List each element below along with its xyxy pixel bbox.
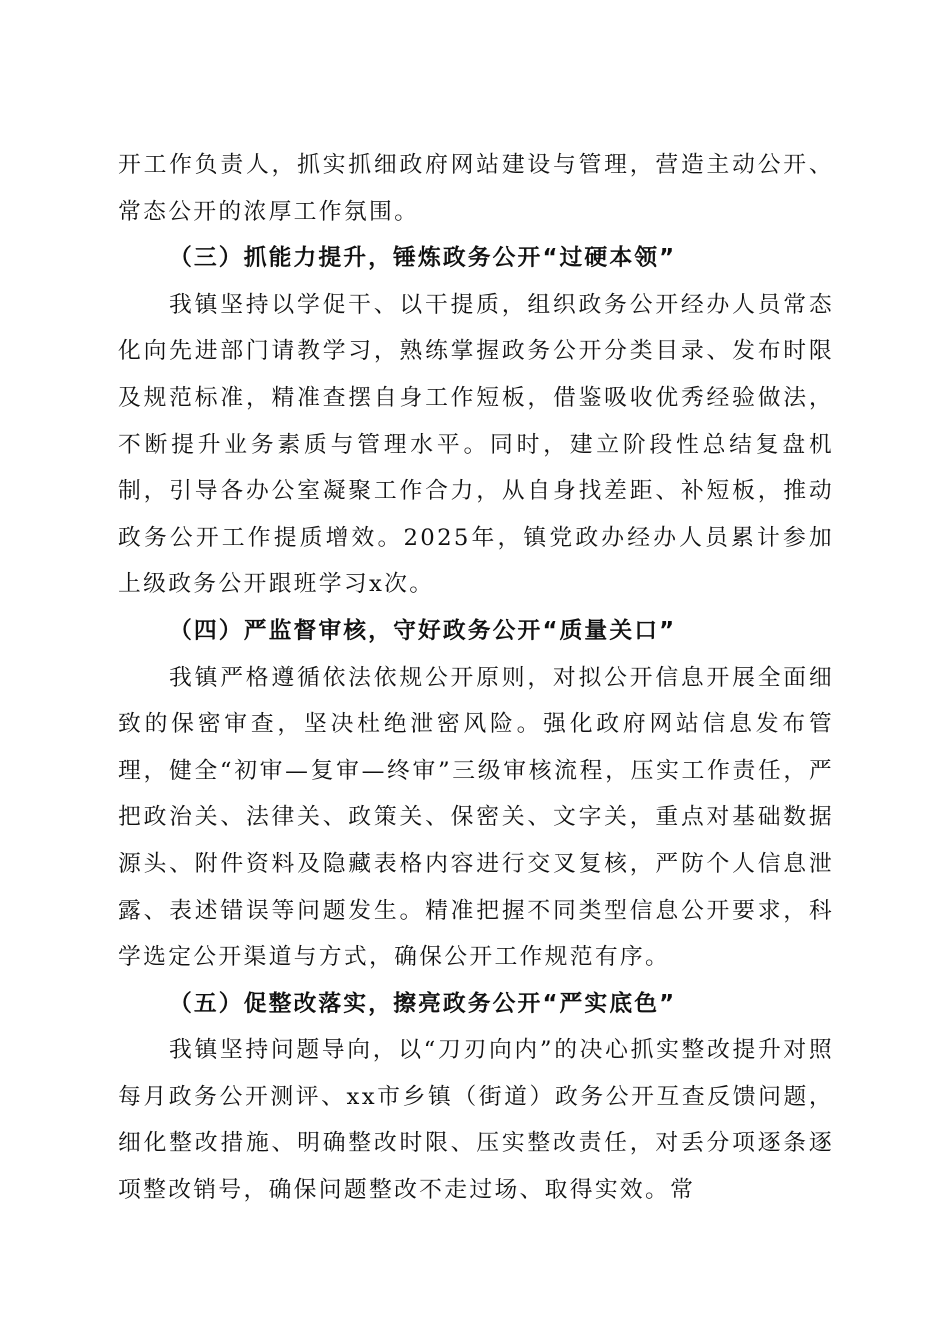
section-heading-5: （五）促整改落实，擦亮政务公开“严实底色” (169, 990, 677, 1017)
paragraph-continued: 开工作负责人，抓实抓细政府网站建设与管理，营造主动公开、常态公开的浓厚工作氛围。 (118, 152, 834, 225)
paragraph-rectification: 我镇坚持问题导向，以“刀刃向内”的决心抓实整改提升对照每月政务公开测评、xx市乡镇（街道）政务公开互查反馈问题，细化整改措施、明确整改时限、压实整改责任，对丢分项逐条逐项整改销号，确保问题整改不走过场、取得实效。常 (118, 1037, 834, 1204)
paragraph-supervision: 我镇严格遵循依法依规公开原则，对拟公开信息开展全面细致的保密审查，坚决杜绝泄密风险。强化政府网站信息发布管理，健全“初审—复审—终审”三级审核流程，压实工作责任，严把政治关、法律关、政策关、保密关、文字关，重点对基础数据源头、附件资料及隐藏表格内容进行交叉复核，严防个人信息泄露、表述错误等问题发生。精准把握不同类型信息公开要求，科学选定公开渠道与方式，确保公开工作规范有序。 (118, 664, 834, 971)
section-heading-4: （四）严监督审核，守好政务公开“质量关口” (169, 617, 677, 644)
section-heading-3: （三）抓能力提升，锤炼政务公开“过硬本领” (169, 245, 677, 272)
paragraph-capability: 我镇坚持以学促干、以干提质，组织政务公开经办人员常态化向先进部门请教学习，熟练掌握政务公开分类目录、发布时限及规范标准，精准查摆自身工作短板，借鉴吸收优秀经验做法，不断提升业务素质与管理水平。同时，建立阶段性总结复盘机制，引导各办公室凝聚工作合力，从自身找差距、补短板，推动政务公开工作提质增效。2025年，镇党政办经办人员累计参加上级政务公开跟班学习x次。 (118, 291, 834, 598)
document-page (118, 142, 834, 1214)
